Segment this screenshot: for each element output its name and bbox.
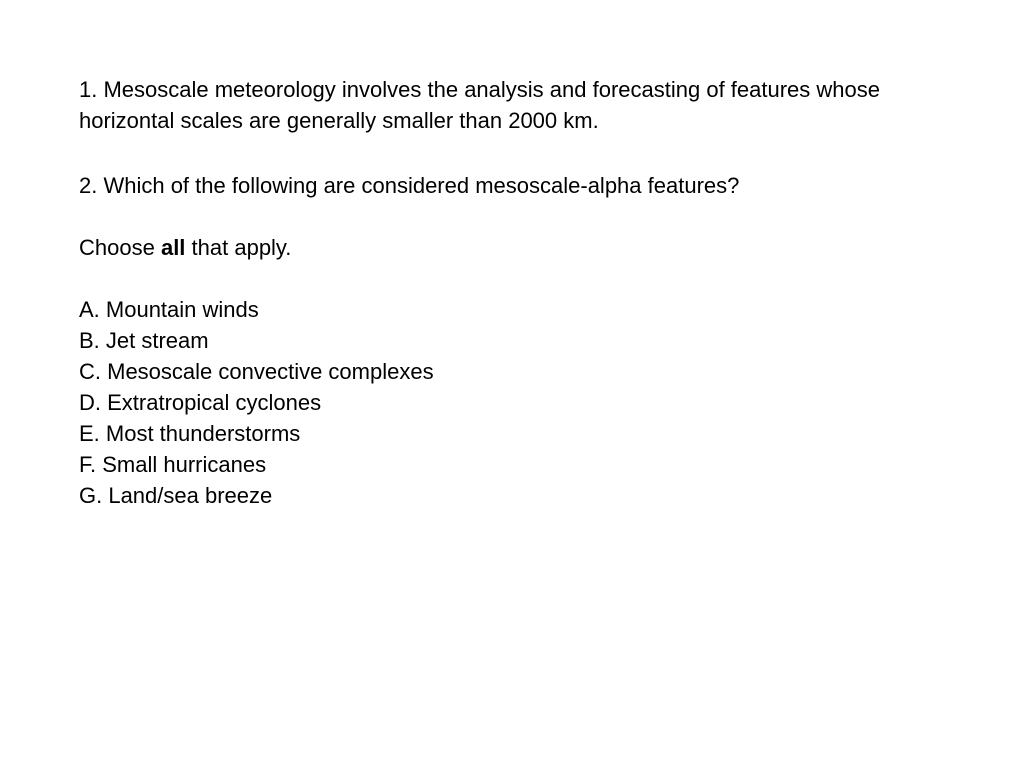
instruction-after: that apply. <box>185 235 292 260</box>
option-g: G. Land/sea breeze <box>79 483 273 508</box>
option-d: D. Extratropical cyclones <box>79 390 322 415</box>
instruction-emphasis: all <box>160 235 186 260</box>
options-list <box>79 294 979 511</box>
statement-1: 1. Mesoscale meteorology involves the analysis and forecasting of features whose horizontal scales are generally smaller than 2000 km. <box>79 77 880 133</box>
instruction-before: Choose <box>79 235 161 260</box>
instruction <box>79 232 979 263</box>
option-a: A. Mountain winds <box>79 297 259 322</box>
option-f: F. Small hurricanes <box>79 452 267 477</box>
option-b: B. Jet stream <box>79 328 209 353</box>
option-e: E. Most thunderstorms <box>79 421 301 446</box>
question-2: 2. Which of the following are considered mesoscale-alpha features? <box>79 173 740 198</box>
option-c: C. Mesoscale convective complexes <box>79 359 434 384</box>
slide-content <box>79 74 979 511</box>
